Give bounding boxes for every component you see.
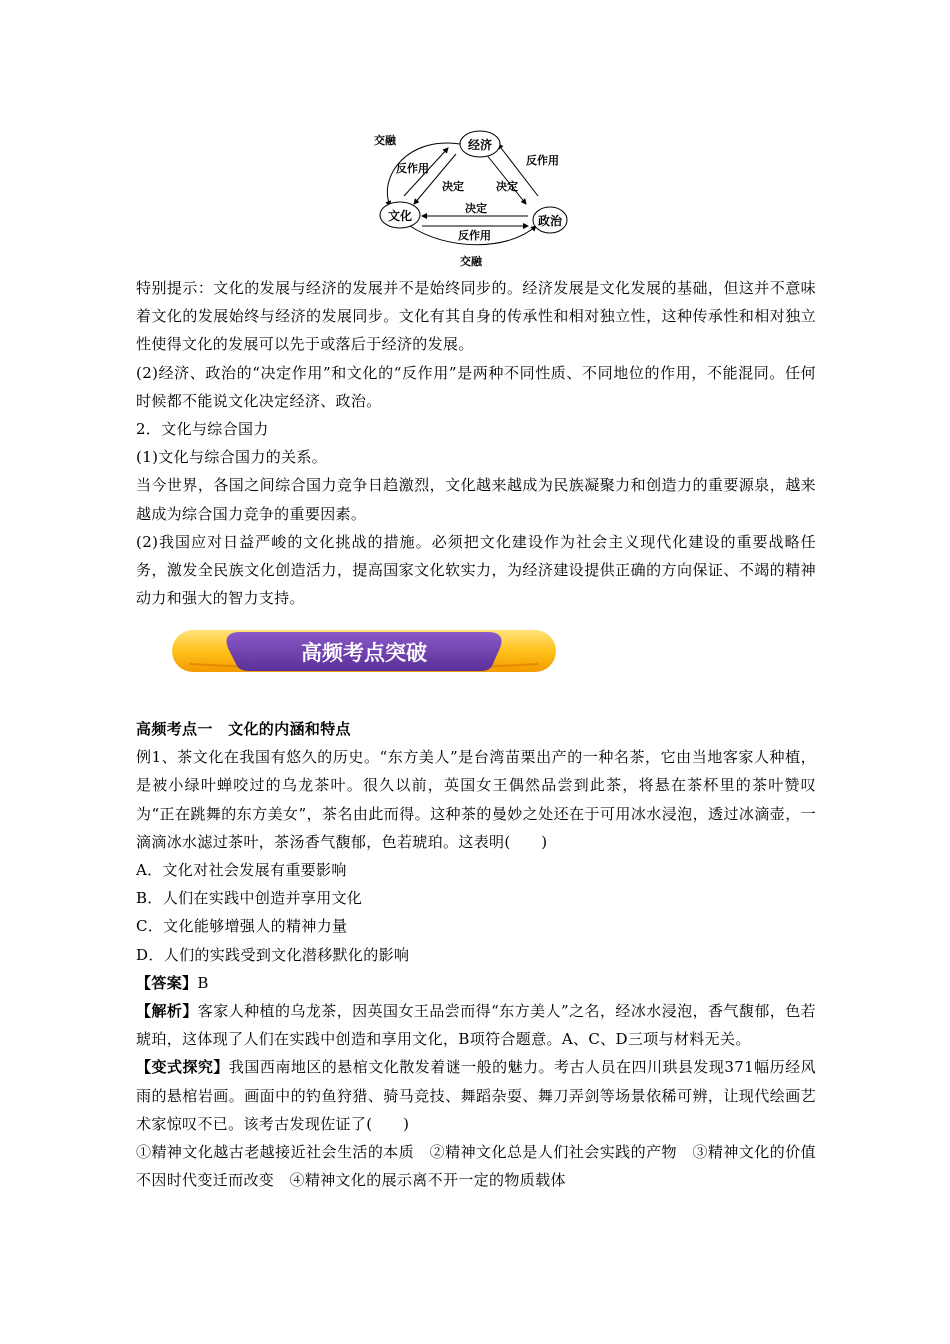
variant-line [136, 1053, 816, 1138]
paragraph-2: (2)经济、政治的“决定作用”和文化的“反作用”是两种不同性质、不同地位的作用，不能混同。任何时候都不能说文化决定经济、政治。 [136, 363, 816, 410]
section-1 [136, 274, 816, 612]
label-jueding-right: 决定 [496, 180, 518, 193]
variant-choices: ①精神文化越古老越接近社会生活的本质 ②精神文化总是人们社会实践的产物 ③精神文化的价值不因时代变迁而改变 ④精神文化的展示离不开一定的物质载体 [136, 1143, 816, 1190]
arrow-economy-to-politics [486, 154, 526, 204]
label-fanzuoyong-right: 反作用 [526, 154, 559, 167]
paragraph-4: (1)文化与综合国力的关系。 [136, 448, 328, 467]
node-politics-label: 政治 [537, 214, 563, 228]
variant-tag: 【变式探究】 [136, 1058, 229, 1077]
answer-line [136, 969, 816, 997]
section-banner [170, 626, 558, 674]
label-jiaorong-bottom: 交融 [460, 255, 482, 268]
paragraph-6: (2)我国应对日益严峻的文化挑战的措施。必须把文化建设作为社会主义现代化建设的重要战略任务，激发全民族文化创造活力，提高国家文化软实力，为经济建设提供正确的方向保证、不竭的精神动力和强大的智力支持。 [136, 532, 816, 608]
option-a: A．文化对社会发展有重要影响 [136, 861, 347, 880]
analysis-text: 客家人种植的乌龙茶，因英国女王品尝而得“东方美人”之名，经冰水浸泡，香气馥郁，色若琥珀，这体现了人们在实践中创造和享用文化，B项符合题意。A、C、D三项与材料无关。 [136, 1002, 816, 1049]
label-fanzuoyong-bottom: 反作用 [458, 229, 491, 242]
answer-value: B [197, 973, 209, 992]
section-2 [136, 715, 816, 1194]
label-jueding-left: 决定 [442, 180, 464, 193]
banner-title: 高频考点突破 [301, 641, 427, 665]
option-c: C．文化能够增强人的精神力量 [136, 917, 348, 936]
option-d: D．人们的实践受到文化潜移默化的影响 [136, 945, 410, 964]
answer-tag: 【答案】 [136, 973, 198, 992]
analysis-tag: 【解析】 [136, 1002, 198, 1021]
example-question: 例1、茶文化在我国有悠久的历史。“东方美人”是台湾苗栗出产的一种名茶，它由当地客家人种植，是被小绿叶蝉咬过的乌龙茶叶。很久以前，英国女王偶然品尝到此茶，将悬在茶杯里的茶叶赞叹为“正在跳舞的东方美女”，茶名由此而得。这种茶的曼妙之处还在于可用冰水浸泡，透过冰滴壶，一滴滴冰水滤过茶叶，茶汤香气馥郁，色若琥珀。这表明( ) [136, 748, 816, 851]
relationship-diagram [368, 126, 568, 268]
variant-text: 我国西南地区的悬棺文化散发着谜一般的魅力。考古人员在四川珙县发现371幅历经风雨的悬棺岩画。画面中的钓鱼狩猎、骑马竞技、舞蹈杂耍、舞刀弄剑等场景依稀可辨，让现代绘画艺术家惊叹不已。该考古发现佐证了( ) [136, 1058, 816, 1133]
paragraph-5: 当今世界，各国之间综合国力竞争日趋激烈，文化越来越成为民族凝聚力和创造力的重要源泉，越来越成为综合国力竞争的重要因素。 [136, 476, 816, 523]
analysis-line [136, 997, 816, 1053]
node-culture-label: 文化 [387, 209, 413, 223]
node-economy-label: 经济 [467, 138, 493, 152]
option-b: B．人们在实践中创造并享用文化 [136, 889, 363, 908]
label-jiaorong-top: 交融 [374, 134, 396, 147]
label-fanzuoyong-left: 反作用 [396, 162, 429, 175]
section-heading: 高频考点一 文化的内涵和特点 [136, 720, 351, 738]
heading-culture-national-power: 2．文化与综合国力 [136, 420, 269, 439]
label-jueding-mid: 决定 [465, 202, 487, 215]
special-note: 特别提示：文化的发展与经济的发展并不是始终同步的。经济发展是文化发展的基础，但这并不意味着文化的发展始终与经济的发展同步。文化有其自身的传承性和相对独立性，这种传承性和相对独立性使得文化的发展可以先于或落后于经济的发展。 [136, 279, 816, 354]
